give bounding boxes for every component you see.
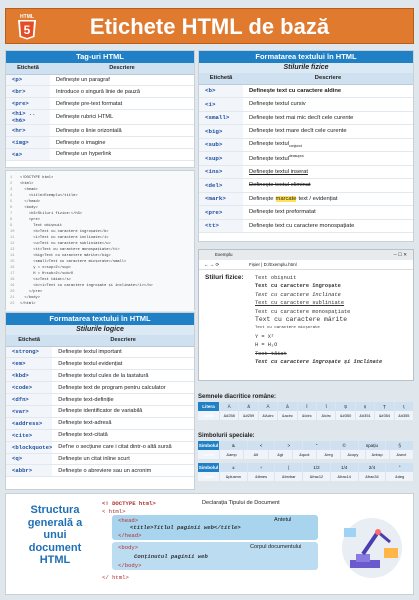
desc-text: Definește rubrici HTML: [56, 114, 114, 121]
line-number: 9: [10, 224, 13, 228]
symbol-cell: Â: [259, 402, 278, 411]
symbol-cell: 1/4: [331, 463, 359, 472]
browser-line: Text cu caractere îngroșate: [255, 283, 341, 290]
desc-text: Definește text preformatat: [249, 209, 316, 216]
symbol-cell: spațiu: [359, 441, 387, 450]
symbol-cell: ±: [220, 463, 248, 472]
desc-text: Definește pre-text formatat: [56, 100, 123, 107]
symbol-cell: &#354: [375, 411, 394, 420]
desc-text: Definește o abreviere sau un acronim: [58, 467, 152, 474]
desc-text: Definește textul evidențiat: [58, 360, 123, 367]
desc-text: Definește text mare decît cele curente: [249, 128, 347, 135]
desc-text: Introduce o singură linie de pauză: [56, 88, 140, 95]
desc-extra: conjunct: [288, 144, 303, 149]
desc-cell: [52, 465, 194, 477]
desc-cell: [243, 206, 413, 220]
symbol-cell: &brvbar: [275, 472, 303, 481]
line-number: 21: [10, 296, 15, 300]
desc-text: Definește textul important: [58, 348, 122, 355]
tag-cell: <code>: [6, 382, 52, 394]
desc-cell: [243, 192, 413, 206]
browser-line: Y = X²: [255, 333, 275, 340]
row-header: Codul: [198, 450, 220, 459]
symbol-cell: â: [278, 402, 297, 411]
mark-highlight: marcate: [275, 195, 297, 202]
tag-cell: <em>: [6, 358, 52, 370]
symbol-cell: &lt: [244, 450, 268, 459]
row-header: Simbolul: [198, 465, 219, 470]
line-number: 2: [10, 182, 13, 186]
symbol-cell: &quot: [293, 450, 317, 459]
tag-cell: <address>: [6, 417, 52, 429]
browser-address-bar: [199, 260, 413, 270]
table-row: [6, 417, 194, 429]
special-title: Simbolurii speciale:: [198, 433, 255, 439]
table-row: [6, 110, 194, 125]
tag-cell: <tt>: [199, 219, 243, 233]
symbol-cell: &frac14: [331, 472, 359, 481]
tag-cell: <var>: [6, 405, 52, 417]
tag-cell: <cite>: [6, 429, 52, 441]
line-number: 8: [10, 218, 13, 222]
table-row: [6, 429, 194, 441]
code-text: <big>Text cu caractere mărite</big>: [20, 254, 111, 258]
code-text: <title>Exemplu</title>: [20, 194, 78, 198]
table-row: [6, 382, 194, 394]
table-row: [6, 370, 194, 382]
tag-cell: <strong>: [6, 346, 52, 358]
table-row: [6, 74, 194, 86]
symbol-cell: 1/2: [303, 463, 331, 472]
table-row: [6, 465, 194, 477]
desc-text: Definește identificator de variabilă: [58, 408, 143, 415]
diacritics-codes-row: [198, 411, 414, 420]
line-number: 10: [10, 230, 15, 234]
tag-cell: <i>: [199, 98, 243, 112]
table-row: [6, 346, 194, 358]
code-text: <b>Text cu caractere îngroșate</b>: [20, 230, 109, 234]
symbol-cell: 2/4: [359, 463, 387, 472]
window-controls-icon: ─ ☐ ✕: [393, 252, 407, 257]
desc-text-2: text / evidențiat: [298, 195, 338, 202]
code-text: <h3>Stiluri fizice:</h3>: [20, 212, 82, 216]
symbol-cell: |: [275, 463, 303, 472]
tag-cell: <p>: [6, 74, 50, 86]
browser-tab-label: Exemplu: [215, 252, 233, 257]
line-number: 7: [10, 212, 13, 216]
line-number: 11: [10, 236, 15, 240]
symbol-cell: &deg: [386, 472, 414, 481]
desc-cell: [50, 98, 194, 110]
tags-panel-title: Tag-uri HTML: [6, 51, 194, 63]
diacritics-section: [198, 394, 414, 420]
symbol-cell: &times: [248, 472, 276, 481]
tag-cell: <mark>: [199, 192, 243, 206]
line-number: 5: [10, 200, 13, 204]
table-row: [6, 137, 194, 149]
line-number: 3: [10, 188, 13, 192]
desc-cell: [52, 370, 194, 382]
desc-text: Definește un citat inline scurt: [58, 455, 130, 462]
browser-line: Text cu caractere înclinate: [255, 291, 341, 298]
html-open-line: < html>: [102, 508, 126, 515]
symbol-cell: &#350: [336, 411, 355, 420]
physical-panel-title: Formatarea textului în HTML: [199, 51, 413, 63]
desc-text: Definește o imagine: [56, 139, 106, 146]
symbol-cell: &Acirc: [259, 411, 278, 420]
desc-cell: [243, 138, 413, 152]
desc-cell: [52, 394, 194, 406]
code-text: Text obișnuit: [20, 224, 63, 228]
desc-text: Definește o linie orizontală: [56, 127, 122, 134]
code-line: [10, 301, 190, 307]
desc-text: Def'ne o secțiune care i citat dintr-o altă sursă: [58, 444, 172, 451]
browser-line: Text tăiat: [255, 350, 287, 357]
desc-text: Definește un hyperlink: [56, 151, 112, 158]
desc-text: Definește: [249, 195, 274, 202]
tags-panel: [5, 50, 195, 168]
symbol-cell: <: [248, 441, 276, 450]
special-symbols-row-2: [198, 463, 414, 472]
table-row: [6, 86, 194, 98]
desc-cell: [243, 125, 413, 139]
badge-number: 5: [23, 23, 31, 37]
symbol-cell: §: [386, 441, 414, 450]
symbol-cell: &amp: [220, 450, 244, 459]
desc-cell: [52, 346, 194, 358]
browser-line: H = H₂O: [255, 342, 278, 349]
symbol-cell: °: [386, 463, 414, 472]
desc-cell: [52, 453, 194, 465]
tag-cell: <pre>: [6, 98, 50, 110]
desc-cell: [52, 382, 194, 394]
desc-text: Definește textul cursiv: [249, 101, 306, 108]
symbol-cell: &copy: [341, 450, 365, 459]
logical-styles-panel: [5, 312, 195, 490]
symbol-cell: &#351: [356, 411, 375, 420]
desc-cell: [50, 137, 194, 149]
symbol-cell: ÷: [248, 463, 276, 472]
desc-text: Definește textul: [249, 141, 289, 148]
symbol-cell: &#259: [239, 411, 258, 420]
desc-text: Definește un paragraf: [56, 76, 110, 83]
table-row: [199, 84, 413, 98]
desc-cell: [50, 148, 194, 160]
code-text: <i>Text cu caractere înclinate</i>: [20, 236, 109, 240]
symbol-cell: ă: [239, 402, 258, 411]
desc-cell: [52, 441, 194, 453]
desc-text: Definește textul cules de la tastatură: [58, 372, 149, 379]
symbol-cell: >: [275, 441, 303, 450]
code-text: <html>: [20, 182, 34, 186]
robot-arm-illustration-icon: [336, 508, 406, 583]
logical-table: [6, 335, 194, 477]
desc-text: Definește text mai mic decît cele curente: [249, 114, 354, 121]
desc-cell: [52, 405, 194, 417]
address-text: Fișier | D:/Exemplu.html: [249, 262, 297, 267]
table-row: [199, 152, 413, 166]
code-text: <head>: [20, 188, 38, 192]
physical-panel-subtitle: Stilurile fizice: [199, 63, 413, 73]
browser-line: Text cu caractere micșorate: [255, 326, 320, 331]
body-close-line: </body>: [118, 562, 142, 569]
tag-cell: <b>: [199, 84, 243, 98]
tag-cell: <del>: [199, 179, 243, 193]
col-tag-header: Etichetă: [199, 73, 243, 84]
desc-cell: [243, 152, 413, 166]
table-row: [6, 98, 194, 110]
line-number: 20: [10, 290, 15, 294]
label-head: Antetul: [274, 517, 292, 523]
code-text: <pre>: [20, 218, 40, 222]
symbol-cell: ș: [356, 402, 375, 411]
browser-tab: [199, 250, 413, 260]
browser-line: Text cu caractere mărite: [255, 316, 348, 324]
table-row: [199, 111, 413, 125]
desc-text: Definește textul eliminat: [249, 182, 311, 189]
symbol-cell: &plusmn: [220, 472, 248, 481]
row-header: Codul: [198, 472, 220, 481]
line-number: 1: [10, 176, 13, 180]
head-open-line: <head>: [118, 517, 139, 524]
tag-cell: <dfn>: [6, 394, 52, 406]
special-codes-row-2: [198, 472, 414, 481]
table-row: [199, 219, 413, 233]
tag-cell: <ins>: [199, 165, 243, 179]
symbol-cell: ": [303, 441, 331, 450]
desc-cell: [243, 84, 413, 98]
symbol-cell: Ț: [375, 402, 394, 411]
symbol-cell: &nbsp: [366, 450, 390, 459]
desc-extra: deasupra: [288, 154, 304, 159]
col-desc-header: Descriere: [50, 63, 194, 74]
line-number: 17: [10, 272, 15, 276]
table-row: [6, 358, 194, 370]
line-number: 12: [10, 242, 15, 246]
tag-cell: <br>: [6, 86, 50, 98]
col-tag-header: Etichetă: [6, 335, 52, 346]
tag-cell: <sup>: [199, 152, 243, 166]
body-text-line: Conținutul paginii web: [134, 553, 208, 560]
code-example-panel: [5, 170, 195, 310]
body-open-line: <body>: [118, 544, 139, 551]
desc-cell: [50, 125, 194, 137]
line-number: 16: [10, 266, 15, 270]
desc-text: Definește text-adresă: [58, 420, 112, 427]
col-desc-header: Descriere: [243, 73, 413, 84]
symbol-cell: Ș: [336, 402, 355, 411]
table-row: [199, 138, 413, 152]
col-desc-header: Descriere: [52, 335, 194, 346]
structure-title: Structura generală a unui document HTML: [27, 504, 83, 566]
code-text: </body>: [20, 296, 40, 300]
desc-cell: [50, 110, 194, 125]
line-number: 18: [10, 278, 15, 282]
row-header: Simbolul: [198, 443, 219, 448]
browser-output-lines: [255, 274, 407, 366]
line-number: 4: [10, 194, 13, 198]
title-line: <title>Titlul paginii web</title>: [130, 524, 241, 531]
browser-line: Text cu caractere îngroșate și înclinate: [255, 359, 383, 366]
physical-table: [199, 73, 413, 233]
symbol-cell: &acirc: [278, 411, 297, 420]
desc-text: Definește text-definiție: [58, 396, 114, 403]
code-text: H = H<sub>2</sub>O: [20, 272, 74, 276]
symbol-cell: &#355: [395, 411, 414, 420]
code-text: <s>Text tăiat</s>: [20, 278, 71, 282]
html-close-line: </ html>: [102, 574, 129, 581]
line-number: 14: [10, 254, 15, 258]
browser-line: Text cu caractere subliniate: [255, 300, 345, 307]
table-row: [199, 165, 413, 179]
tag-cell: <h1> .. <h6>: [6, 110, 50, 125]
tag-cell: <sub>: [199, 138, 243, 152]
line-number: 19: [10, 284, 15, 288]
code-text: <b><i>Text cu caractere îngroșate și înclinate</i></b>: [20, 284, 153, 288]
browser-window: [198, 249, 414, 381]
symbol-cell: &#258: [220, 411, 239, 420]
code-text: <tt>Text cu caractere monospațiate</tt>: [20, 248, 120, 252]
tag-cell: <kbd>: [6, 370, 52, 382]
tag-cell: <big>: [199, 125, 243, 139]
header-banner: [5, 8, 414, 44]
logical-panel-subtitle: Stilurile logice: [6, 325, 194, 335]
desc-cell: [243, 111, 413, 125]
code-text: <u>Text cu caractere subliniate</u>: [20, 242, 111, 246]
nav-arrows-icon: ← → ⟳: [204, 262, 220, 267]
browser-line: Text obișnuit: [255, 275, 297, 281]
special-codes-row-1: [198, 450, 414, 459]
tags-table: [6, 63, 194, 161]
special-symbols-row-1: [198, 441, 414, 450]
tag-cell: <blockquote>: [6, 441, 52, 453]
symbol-cell: &icirc: [317, 411, 336, 420]
special-symbols-section: [198, 433, 414, 481]
row-header: Litera: [198, 402, 220, 411]
code-text: </html>: [20, 302, 36, 306]
label-body: Corpul documentului: [250, 544, 302, 550]
code-text: </pre>: [20, 290, 43, 294]
page-title: Etichete HTML de bază: [89, 14, 330, 39]
symbol-cell: &: [220, 441, 248, 450]
diacritics-title: Semnele diacritice române:: [198, 394, 277, 400]
logical-panel-title: Formatarea textului în HTML: [6, 313, 194, 325]
head-close-line: </head>: [118, 532, 142, 539]
physical-styles-panel: [198, 50, 414, 242]
symbol-cell: Î: [298, 402, 317, 411]
table-row: [6, 148, 194, 160]
code-example: [6, 171, 194, 311]
desc-cell: [243, 219, 413, 233]
tag-cell: <img>: [6, 137, 50, 149]
desc-text: Definește text cu caractere monospațiate: [249, 222, 355, 229]
diacritics-letters-row: [198, 402, 414, 411]
col-tag-header: Etichetă: [6, 63, 50, 74]
table-row: [6, 394, 194, 406]
line-number: 15: [10, 260, 15, 264]
symbol-cell: &sect: [390, 450, 414, 459]
code-text: </head>: [20, 200, 40, 204]
desc-cell: [50, 86, 194, 98]
symbol-cell: &gt: [269, 450, 293, 459]
row-header: Codul: [198, 411, 220, 420]
desc-text: Definește text cu caractere aldine: [249, 87, 342, 94]
symbol-cell: ț: [395, 402, 414, 411]
desc-cell: [52, 429, 194, 441]
code-text: <!DOCTYPE html>: [20, 176, 54, 180]
doctype-line: <! DOCTYPE html>: [102, 500, 156, 507]
table-row: [6, 125, 194, 137]
table-row: [199, 98, 413, 112]
line-number: 22: [10, 302, 15, 306]
tag-cell: <a>: [6, 148, 50, 160]
tag-cell: <hr>: [6, 125, 50, 137]
desc-cell: [243, 179, 413, 193]
line-number: 13: [10, 248, 15, 252]
desc-cell: [52, 358, 194, 370]
symbol-cell: &Icirc: [298, 411, 317, 420]
desc-text: Definește text de program pentru calculator: [58, 384, 166, 391]
structure-section: [5, 493, 414, 595]
tag-cell: <q>: [6, 453, 52, 465]
code-text: <body>: [20, 206, 38, 210]
line-number: 6: [10, 206, 13, 210]
desc-cell: [243, 98, 413, 112]
desc-cell: [52, 417, 194, 429]
table-row: [6, 441, 194, 453]
symbol-cell: &frac34: [359, 472, 387, 481]
table-row: [6, 405, 194, 417]
desc-cell: [243, 165, 413, 179]
tag-cell: <abbr>: [6, 465, 52, 477]
tag-cell: <small>: [199, 111, 243, 125]
desc-text: Definește textul: [249, 156, 289, 163]
symbol-cell: ©: [331, 441, 359, 450]
symbol-cell: &frac12: [303, 472, 331, 481]
desc-text: Definește text-citată: [58, 432, 108, 439]
label-declaration: Declarația Tipului de Document: [202, 500, 280, 506]
symbol-cell: &reg: [317, 450, 341, 459]
symbol-cell: î: [317, 402, 336, 411]
table-row: [199, 192, 413, 206]
tag-cell: <pre>: [199, 206, 243, 220]
table-row: [199, 125, 413, 139]
desc-text: Definește textul inserat: [249, 168, 308, 175]
table-row: [6, 453, 194, 465]
browser-content: [199, 270, 413, 370]
desc-cell: [50, 74, 194, 86]
symbol-cell: Ă: [220, 402, 239, 411]
table-row: [199, 179, 413, 193]
badge-text: HTML: [20, 14, 34, 20]
code-text: y = x<sup>2</sup>: [20, 266, 71, 270]
browser-heading: Stiluri fizice:: [205, 274, 244, 281]
code-text: <small>Text cu caractere micșorate</small>: [20, 260, 127, 264]
browser-line: Text cu caractere monospațiate: [255, 308, 351, 315]
table-row: [199, 206, 413, 220]
